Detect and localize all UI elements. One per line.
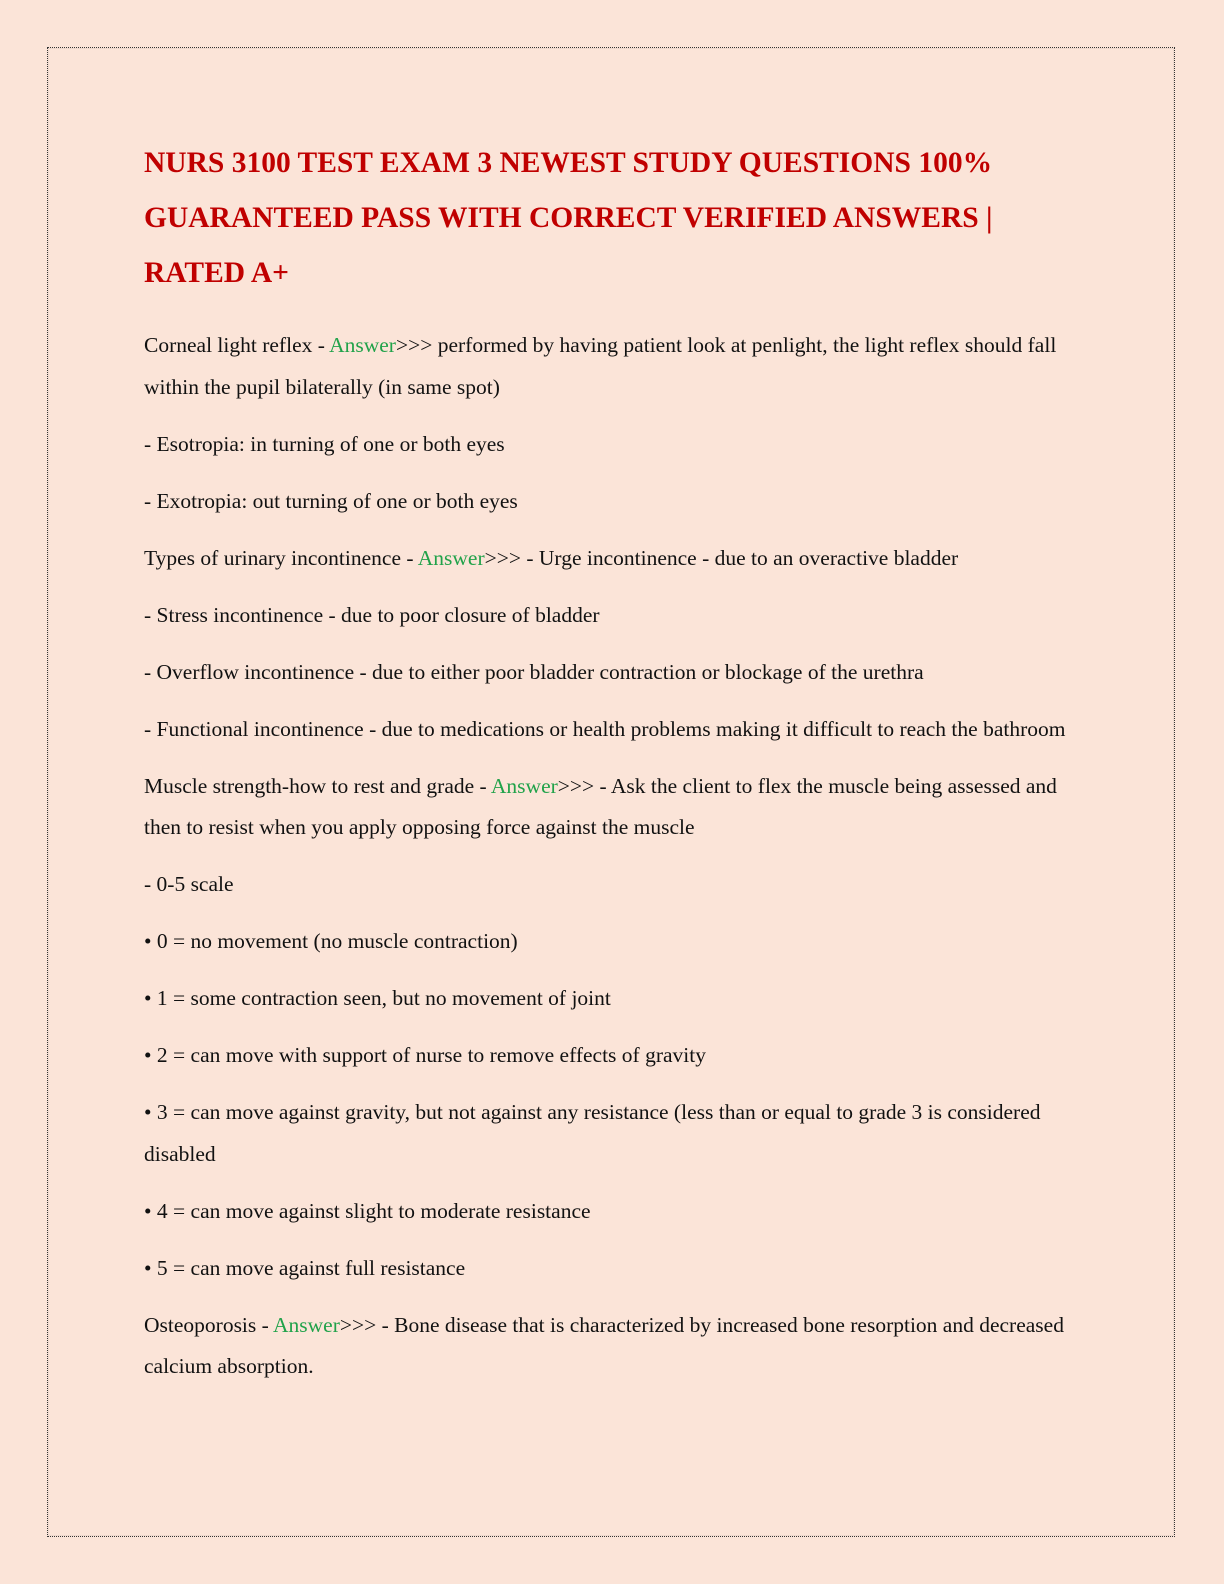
qa-item xyxy=(144,325,1084,408)
qa-item xyxy=(144,1305,1084,1388)
question-text: Muscle strength-how to rest and grade - xyxy=(144,773,491,798)
detail-line: - Esotropia: in turning of one or both eyes xyxy=(144,431,505,456)
detail-line: • 4 = can move against slight to moderate resistance xyxy=(144,1198,591,1223)
detail-line: • 1 = some contraction seen, but no movement of joint xyxy=(144,986,611,1010)
answer-label: Answer xyxy=(417,545,485,570)
answer-label: Answer xyxy=(329,333,396,357)
detail-line: - Functional incontinence - due to medications or health problems making it difficult to reach the bathroom xyxy=(144,716,1066,741)
qa-item xyxy=(144,766,1084,849)
answer-arrow: >>> xyxy=(339,1312,377,1337)
detail-line: - Overflow incontinence - due to either poor bladder contraction or blockage of the urethra xyxy=(144,659,924,684)
question-text: Types of urinary incontinence - xyxy=(144,545,418,570)
document-title: NURS 3100 TEST EXAM 3 NEWEST STUDY QUESTIONS 100% GUARANTEED PASS WITH CORRECT VERIFIED ANSWERS | RATED A+ xyxy=(144,147,993,289)
answer-label: Answer xyxy=(273,1312,340,1337)
answer-text: - Urge incontinence - due to an overactive bladder xyxy=(521,545,959,570)
answer-text: - Bone disease that is characterized by increased bone resorption and decreased calcium absorption. xyxy=(144,1312,1064,1378)
answer-arrow: >>> xyxy=(395,333,433,357)
detail-line: • 5 = can move against full resistance xyxy=(144,1255,466,1280)
detail-line: • 0 = no movement (no muscle contraction) xyxy=(144,929,518,953)
detail-line: - Stress incontinence - due to poor closure of bladder xyxy=(144,602,600,627)
qa-item xyxy=(144,538,1084,580)
detail-line: • 3 = can move against gravity, but not against any resistance (less than or equal to grade 3 is considered disabled xyxy=(144,1100,1041,1166)
detail-line: - Exotropia: out turning of one or both eyes xyxy=(144,488,518,513)
answer-arrow: >>> xyxy=(484,545,521,570)
answer-label: Answer xyxy=(490,773,558,798)
question-text: Osteoporosis - xyxy=(144,1312,273,1337)
document-body xyxy=(144,136,1084,1403)
question-text: Corneal light reflex - xyxy=(144,333,330,357)
answer-text: performed by having patient look at penlight, the light reflex should fall within the pupil bilaterally (in same spot) xyxy=(144,333,1057,399)
answer-arrow: >>> xyxy=(557,773,595,798)
detail-line: • 2 = can move with support of nurse to remove effects of gravity xyxy=(144,1043,706,1067)
answer-text: - Ask the client to flex the muscle being assessed and then to resist when you apply opposing force against the muscle xyxy=(144,773,1057,839)
detail-line: - 0-5 scale xyxy=(144,872,234,896)
